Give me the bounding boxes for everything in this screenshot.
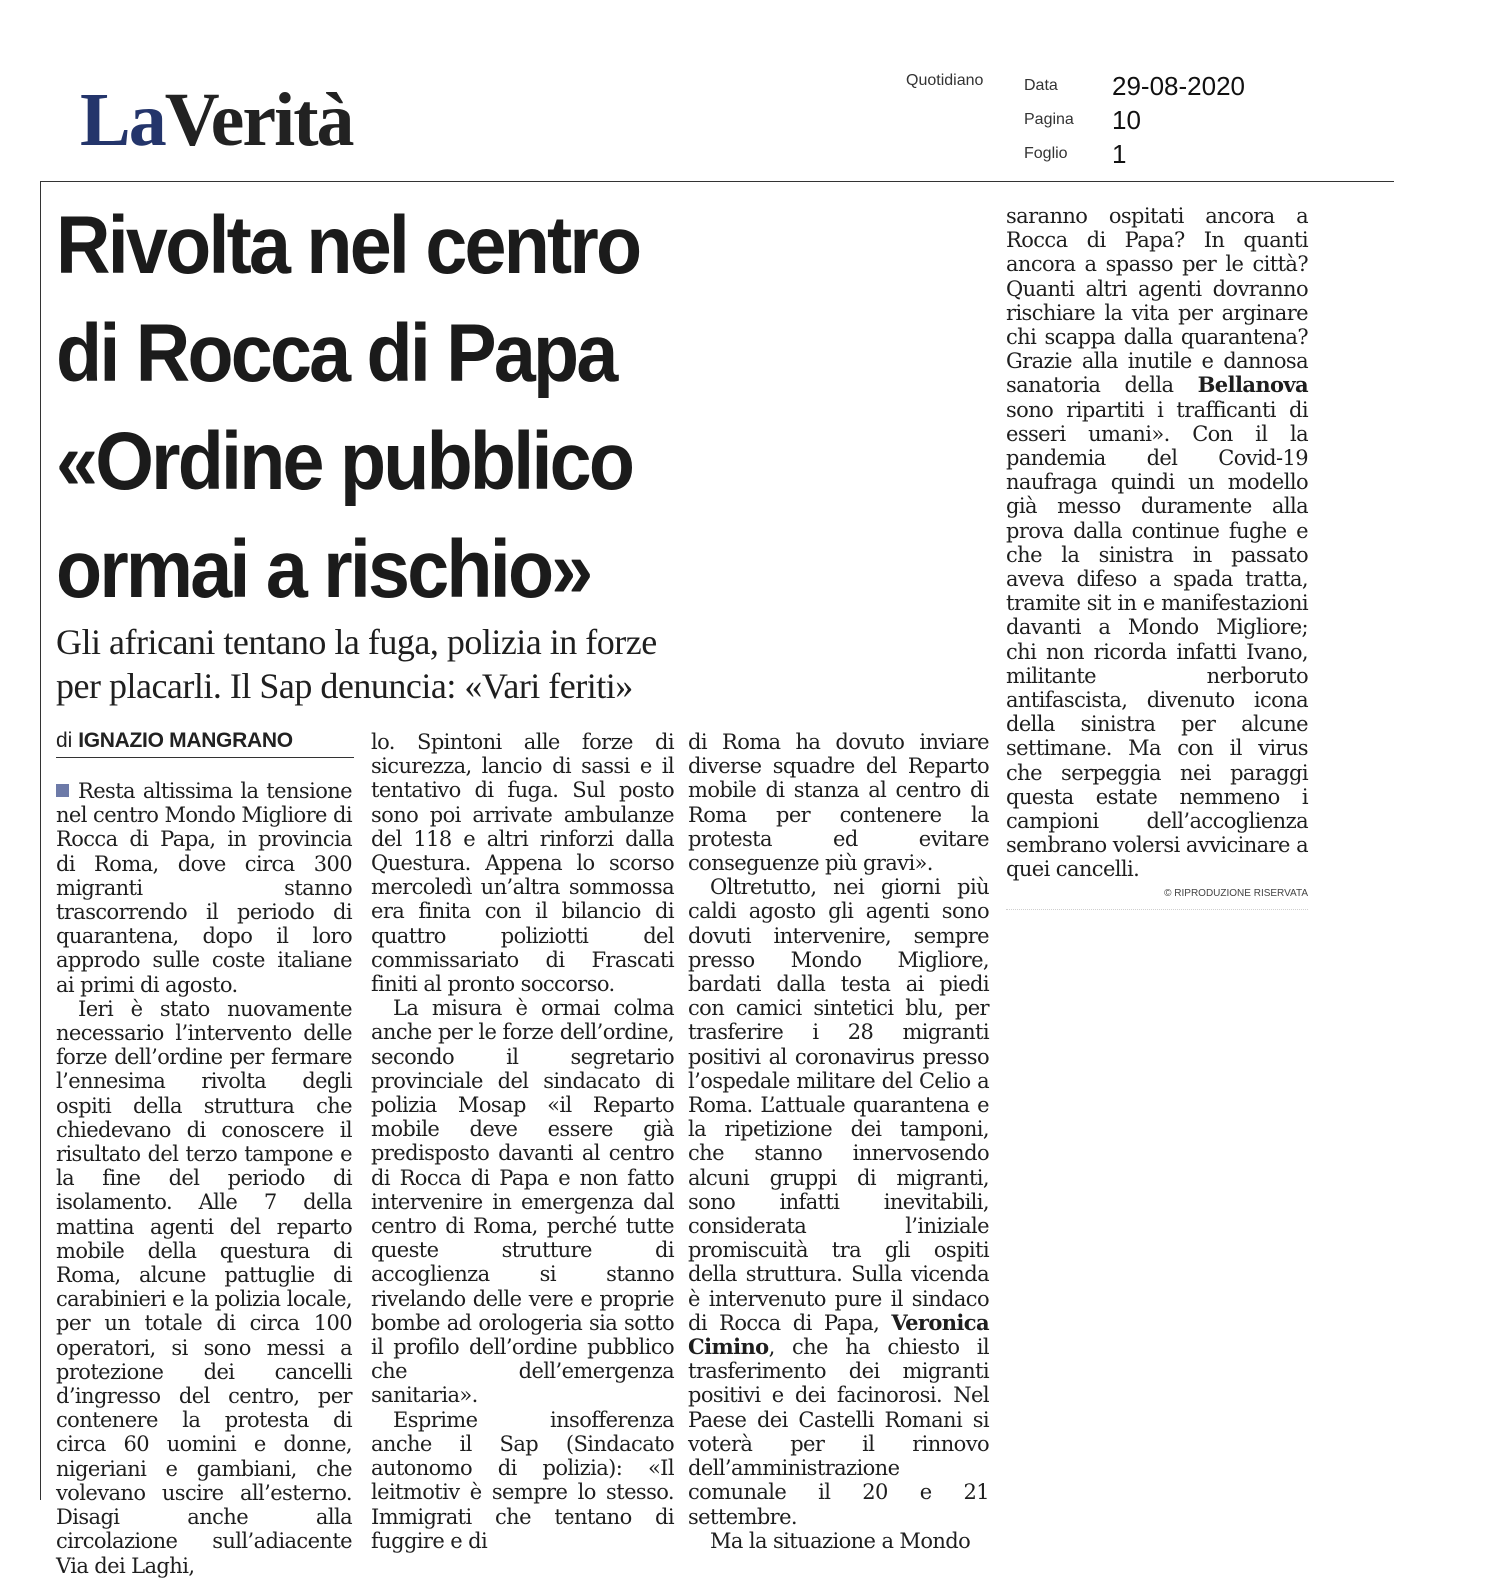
article-paragraph [56,779,352,997]
headline-line: ormai a rischio» [56,524,591,615]
article-column-1 [56,779,352,1578]
byline [56,729,354,758]
byline-author: IGNAZIO MANGRANO [78,729,293,752]
meta-label-sheet: Foglio [1024,145,1068,162]
publication-meta [1024,70,1312,170]
paragraph-text: Resta altissima la tensione nel centro Mondo Migliore di Rocca di Papa, in provincia di Roma, dove circa 300 migranti stanno trascorrendo il periodo di quarantena, dopo il loro approdo sulle coste italiane ai primi di agosto. [56,779,352,997]
paragraph-marker-icon [56,784,69,797]
meta-value-page: 10 [1112,105,1141,135]
article-column-2 [371,730,674,1553]
article-paragraph [1006,204,1308,882]
end-rule [1006,909,1308,910]
article-paragraph [688,875,989,1528]
logo-verita: Verità [164,78,353,162]
subtitle-line: Gli africani tentano la fuga, polizia in forze [56,622,657,662]
paragraph-text: , che ha chiesto il trasferimento dei migranti positivi e dei facinorosi. Nel Paese dei Castelli Romani si voterà per il rinnovo dell’amministrazione comunale il 20 e 21 settembre. [688,1335,989,1529]
mayor-name: Veronica Cimino [688,1309,989,1360]
paragraph-text: sono ripartiti i trafficanti di esseri umani». Con il la pandemia del Covid-19 naufraga quindi un modello già messo duramente alla prova dalla continue fughe e che la sinistra in passato aveva difeso a spada tratta, tramite sit in e manifestazioni davanti a Mondo Migliore; chi non ricorda infatti Ivano, militante nerboruto antifascista, divenuto icona della sinistra per alcune settimane. Ma con il virus che serpeggia nei paraggi questa estate nemmeno i campioni dell’accoglienza sembrano volersi avvicinare a quei cancelli. [1006,397,1308,882]
rights-notice: © RIPRODUZIONE RISERVATA [1164,888,1308,899]
minister-name: Bellanova [1197,372,1309,398]
article-subtitle [56,620,716,708]
article-headline [56,192,663,624]
article-column-3 [688,730,989,1553]
meta-value-date: 29-08-2020 [1112,71,1245,101]
publication-type: Quotidiano [906,72,984,89]
byline-prefix: di [56,729,73,752]
article-frame-left [40,181,41,1500]
paragraph-text: Oltretutto, nei giorni più caldi agosto gli agenti sono dovuti intervenire, sempre presso Mondo Migliore, bardati dalla testa ai piedi con camici sintetici blu, per trasferire i 28 migranti positivi al coronavirus presso l’ospedale militare del Celio a Roma. L’attuale quarantena e la ripetizione dei tamponi, che stanno innervosendo alcuni gruppi di migranti, sono infatti inevitabili, considerata l’iniziale promiscuità tra gli ospiti della struttura. Sulla vicenda è intervenuto pure il sindaco di Rocca di Papa, [688,875,989,1335]
meta-value-sheet: 1 [1112,139,1127,169]
logo-la: La [80,78,165,162]
article-paragraph: Ieri è stato nuovamente necessario l’intervento delle forze dell’ordine per fermare l’ennesima rivolta degli ospiti della struttura che chiedevano di conoscere il risultato del terzo tampone e la fine del periodo di isolamento. Alle 7 della mattina agenti del reparto mobile della questura di Roma, alcune pattuglie di carabinieri e la polizia locale, per un totale di circa 100 operatori, si sono messi a protezione dei cancelli d’ingresso del centro, per contenere la protesta di circa 60 uomini e donne, nigeriani e gambiani, che volevano uscire all’esterno. Disagi anche alla circolazione sull’adiacente Via dei Laghi, [56,996,352,1578]
headline-line: «Ordine pubblico [56,416,633,507]
subtitle-line: per placarli. Il Sap denuncia: «Vari feriti» [56,666,633,706]
article-frame-top [40,181,1394,182]
article-paragraph: lo. Spintoni alle forze di sicurezza, lancio di sassi e il tentativo di fuga. Sul posto sono poi arrivate ambulanze del 118 e altri rinforzi dalla Questura. Appena lo scorso mercoledì un’altra sommossa era finita con il bilancio di quattro poliziotti del commissariato di Frascati finiti al pronto soccorso. [371,730,674,997]
meta-label-page: Pagina [1024,111,1074,128]
meta-label-date: Data [1024,77,1058,94]
paragraph-text: saranno ospitati ancora a Rocca di Papa? In quanti ancora a spasso per le città? Quanti altri agenti dovranno rischiare la vita per arginare chi scappa dalla quarantena? Grazie alla inutile e dannosa sanatoria della [1006,204,1308,398]
headline-line: Rivolta nel centro [56,200,640,291]
article-paragraph: La misura è ormai colma anche per le forze dell’ordine, secondo il segretario provinciale del sindacato di polizia Mosap «il Reparto mobile deve essere già predisposto davanti al centro di Rocca di Papa e non fatto intervenire in emergenza dal centro di Roma, perché tutte queste strutture di accoglienza si stanno rivelando delle vere e proprie bombe ad orologeria sia sotto il profilo dell’ordine pubblico che dell’emergenza sanitaria». [371,996,674,1408]
headline-line: di Rocca di Papa [56,308,616,399]
article-paragraph: Ma la situazione a Mondo [710,1528,971,1553]
article-paragraph: di Roma ha dovuto inviare diverse squadre del Reparto mobile di stanza al centro di Roma per contenere la protesta ed evitare conseguenze più gravi». [688,730,989,876]
article-paragraph: Esprime insofferenza anche il Sap (Sindacato autonomo di polizia): «Il leitmotiv è sempre lo stesso. Immigrati che tentano di fuggire e di [371,1407,674,1553]
article-column-4 [1006,204,1308,884]
newspaper-logo [80,78,353,162]
